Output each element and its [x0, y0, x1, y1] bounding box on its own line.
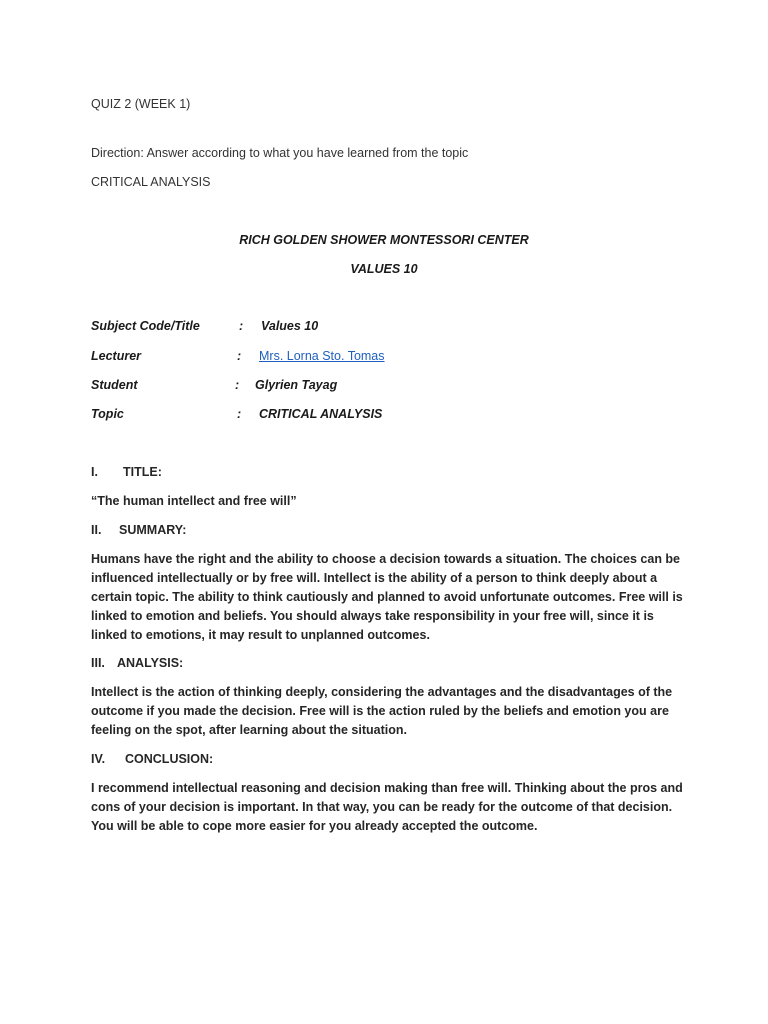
- section-heading-text: CONCLUSION:: [125, 752, 214, 766]
- essay-title: “The human intellect and free will”: [91, 494, 297, 508]
- section-heading-text: ANALYSIS:: [117, 656, 184, 670]
- info-value-topic: CRITICAL ANALYSIS: [259, 407, 383, 421]
- info-label-student: Student: [91, 378, 138, 392]
- subject-title: VALUES 10: [350, 262, 418, 276]
- info-value-subject: Values 10: [261, 319, 319, 333]
- info-colon: :: [235, 378, 240, 392]
- info-colon: :: [237, 349, 242, 363]
- analysis-paragraph: Intellect is the action of thinking deeply, considering the advantages and the disadvantages of the outcome if you made the decision. Free will is the action ruled by the beliefs and emotion you are feeling on the spot, after learning about the situation.: [91, 685, 673, 737]
- info-value-student: Glyrien Tayag: [255, 378, 338, 392]
- topic-heading: CRITICAL ANALYSIS: [91, 175, 211, 189]
- section-heading-text: TITLE:: [123, 465, 162, 479]
- direction-text: Direction: Answer according to what you have learned from the topic: [91, 146, 469, 160]
- info-label-topic: Topic: [91, 407, 124, 421]
- lecturer-link[interactable]: Mrs. Lorna Sto. Tomas: [259, 349, 385, 363]
- school-name: RICH GOLDEN SHOWER MONTESSORI CENTER: [239, 233, 529, 247]
- info-label-lecturer: Lecturer: [91, 349, 142, 363]
- section-number: I.: [91, 465, 98, 479]
- section-number: II.: [91, 523, 102, 537]
- quiz-title: QUIZ 2 (WEEK 1): [91, 97, 191, 111]
- section-number: IV.: [91, 752, 106, 766]
- info-label-subject: Subject Code/Title: [91, 319, 200, 333]
- info-colon: :: [239, 319, 244, 333]
- info-colon: :: [237, 407, 242, 421]
- conclusion-paragraph: I recommend intellectual reasoning and decision making than free will. Thinking about the pros and cons of your decision is important. In that way, you can be ready for the outcome of that decision. You will be able to cope more easier for you already accepted the outcome.: [91, 781, 683, 833]
- summary-paragraph: Humans have the right and the ability to choose a decision towards a situation. The choices can be influenced intellectually or by free will. Intellect is the ability of a person to think deeply about a certain topic. The ability to think cautiously and planned to avoid unfortunate outcomes. Free will is linked to emotion and beliefs. You should always take responsibility in your free will, since it is linked to emotions, it may result to unplanned outcomes.: [91, 552, 683, 642]
- section-number: III.: [91, 656, 105, 670]
- section-heading-text: SUMMARY:: [119, 523, 187, 537]
